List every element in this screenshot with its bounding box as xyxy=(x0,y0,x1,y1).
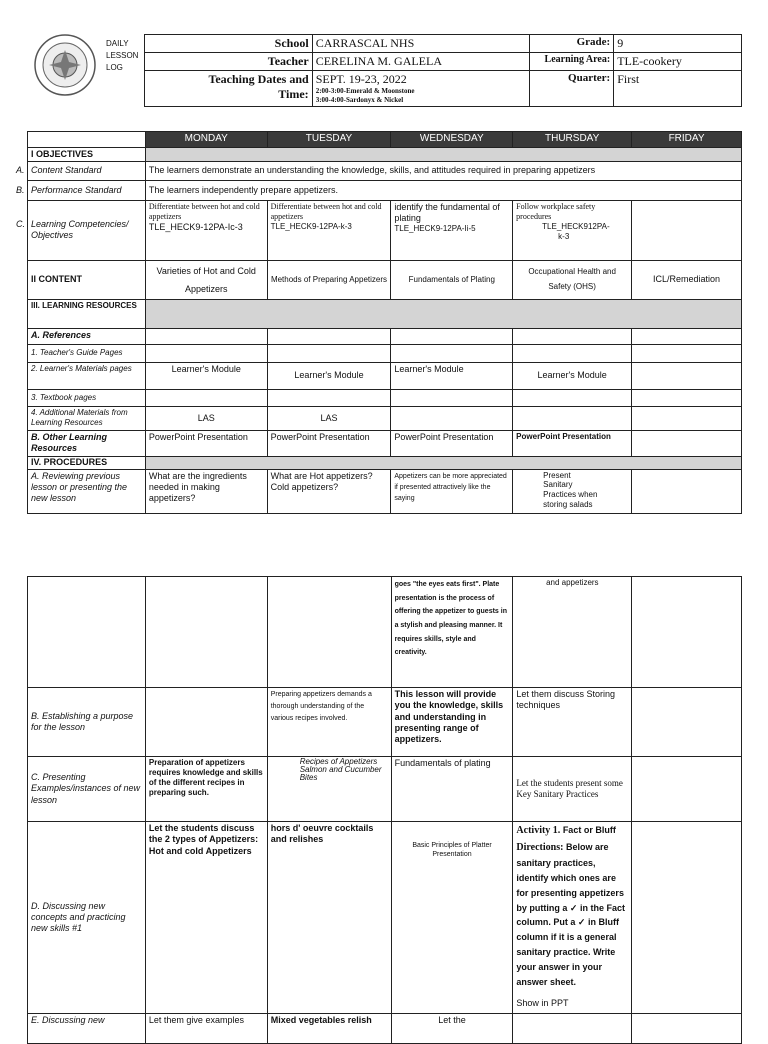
ppt-tuesday: PowerPoint Presentation xyxy=(267,430,391,456)
directions-text: Below are sanitary practices, identify which ones are for presenting appetizers by putting a ✓ in the Fact column. Put a ✓ in Bluff column if it is a general sanitary practice. Write your answer in your answer sheet. xyxy=(516,841,625,987)
ppt-wednesday: PowerPoint Presentation xyxy=(391,430,513,456)
proc-d-label: D. Discussing new concepts and practicing new skills #1 xyxy=(28,822,146,1014)
lm-monday: Learner's Module xyxy=(145,362,267,389)
empty-cell xyxy=(267,389,391,406)
teacher-label: Teacher xyxy=(145,53,313,71)
quarter-label: Quarter: xyxy=(530,71,614,107)
corner-cell xyxy=(28,132,146,148)
log-title-line: DAILY xyxy=(106,39,129,48)
competency-text: Differentiate between hot and cold appetizers xyxy=(148,201,260,221)
empty-cell xyxy=(267,577,391,688)
content-heading: II CONTENT xyxy=(28,260,146,299)
time-line: 2:00-3:00-Emerald & Moonstone xyxy=(315,87,415,95)
header-table xyxy=(144,34,742,107)
procedures-heading: IV. PROCEDURES xyxy=(28,456,146,469)
activity-subtitle: Fact or Bluff xyxy=(560,825,616,835)
proc-a-monday: What are the ingredients needed in making appetizers? xyxy=(145,469,267,513)
learning-area-label: Learning Area: xyxy=(530,53,614,71)
empty-cell xyxy=(632,344,742,362)
proc-a-wednesday: Appetizers can be more appreciated if presented attractively like the saying xyxy=(391,469,513,513)
proc-a-thursday-line: Sanitary xyxy=(543,480,573,490)
empty-cell xyxy=(513,389,632,406)
dates-label xyxy=(145,71,313,107)
teacher-value: CERELINA M. GALELA xyxy=(312,53,530,71)
empty-cell xyxy=(632,389,742,406)
day-monday: MONDAY xyxy=(145,132,267,148)
tg-pages-label: 1. Teacher's Guide Pages xyxy=(28,344,146,362)
proc-b-label: B. Establishing a purpose for the lesson xyxy=(28,688,146,757)
show-in-ppt: Show in PPT xyxy=(516,997,569,1008)
ppt-monday: PowerPoint Presentation xyxy=(145,430,267,456)
proc-c-label: C. Presenting Examples/instances of new lesson xyxy=(28,757,146,822)
empty-cell xyxy=(391,406,513,430)
empty-cell xyxy=(632,1014,742,1044)
empty-cell xyxy=(632,362,742,389)
shaded-cell xyxy=(145,456,741,469)
competency-code: k-3 xyxy=(558,231,570,241)
performance-standard-label: Performance Standard xyxy=(28,180,146,200)
content-thursday: Occupational Health and Safety (OHS) xyxy=(513,260,632,299)
lm-tuesday: Learner's Module xyxy=(267,362,391,389)
textbook-pages-label: 3. Textbook pages xyxy=(28,389,146,406)
proc-c-thursday: Let the students present some Key Sanitary Practices xyxy=(513,757,632,822)
proc-a-thursday xyxy=(513,469,632,513)
proc-e-wednesday: Let the xyxy=(391,1014,513,1044)
competency-text: identify the fundamental of plating xyxy=(394,201,500,223)
school-value: CARRASCAL NHS xyxy=(312,35,530,53)
row-letter: B. xyxy=(16,185,25,195)
lesson-table-page-2 xyxy=(27,576,742,1044)
school-label: School xyxy=(145,35,313,53)
proc-b-tuesday: Preparing appetizers demands a thorough understanding of the various recipes involved. xyxy=(267,688,391,757)
empty-cell xyxy=(632,757,742,822)
empty-cell xyxy=(145,344,267,362)
proc-a-tuesday: What are Hot appetizers? Cold appetizers? xyxy=(267,469,391,513)
empty-cell xyxy=(513,344,632,362)
dates-label-line: Time: xyxy=(278,87,309,101)
day-tuesday: TUESDAY xyxy=(267,132,391,148)
proc-c-monday: Preparation of appetizers requires knowledge and skills of the different recipes in preparing such. xyxy=(145,757,267,822)
resources-heading: III. LEARNING RESOURCES xyxy=(28,299,146,328)
proc-a-thursday-cont: and appetizers xyxy=(513,577,632,688)
proc-b-wednesday: This lesson will provide you the knowledge, skills and understanding in presenting range of appetizers. xyxy=(391,688,513,757)
proc-a-label: A. Reviewing previous lesson or presenting the new lesson xyxy=(28,469,146,513)
proc-d-thursday xyxy=(513,822,632,1014)
empty-cell xyxy=(632,430,742,456)
directions-label: Directions: xyxy=(516,841,564,853)
empty-cell xyxy=(391,328,513,344)
empty-cell xyxy=(632,328,742,344)
proc-c-tuesday: Recipes of Appetizers Salmon and Cucumber Bites xyxy=(267,757,391,822)
proc-d-wednesday: Basic Principles of Platter Presentation xyxy=(391,822,513,1014)
content-wednesday: Fundamentals of Plating xyxy=(391,260,513,299)
shaded-cell xyxy=(145,299,741,328)
proc-a-thursday-line: Present xyxy=(543,470,571,480)
time-line: 3:00-4:00-Sardonyx & Nickel xyxy=(315,95,404,104)
empty-cell xyxy=(513,406,632,430)
proc-e-label: E. Discussing new xyxy=(28,1014,146,1044)
empty-cell xyxy=(267,344,391,362)
empty-cell xyxy=(145,389,267,406)
log-title xyxy=(106,38,138,74)
las-monday: LAS xyxy=(145,406,267,430)
competency-thursday xyxy=(513,200,632,260)
ppt-thursday: PowerPoint Presentation xyxy=(513,430,632,456)
proc-a-wednesday-cont: goes "the eyes eats first". Plate presentation is the process of offering the appetizer to guests in a stylish and pleasing manner. It requires skills, style and creativity. xyxy=(391,577,513,688)
competency-code: TLE_HECK9-12PA-k-3 xyxy=(270,221,352,231)
las-tuesday: LAS xyxy=(267,406,391,430)
empty-cell xyxy=(391,389,513,406)
proc-a-thursday-line: Practices when xyxy=(543,489,598,499)
competency-tuesday xyxy=(267,200,391,260)
empty-cell xyxy=(632,688,742,757)
additional-materials-label: 4. Additional Materials from Learning Resources xyxy=(28,406,146,430)
proc-b-thursday: Let them discuss Storing techniques xyxy=(513,688,632,757)
competency-code: TLE_HECK912PA- xyxy=(542,221,610,231)
empty-cell xyxy=(513,1014,632,1044)
empty-cell xyxy=(145,577,267,688)
objectives-heading: I OBJECTIVES xyxy=(28,147,146,161)
empty-cell xyxy=(28,577,146,688)
competency-monday xyxy=(145,200,267,260)
references-heading: A. References xyxy=(28,328,146,344)
proc-a-thursday-line: storing salads xyxy=(543,499,593,509)
quarter-value: First xyxy=(614,71,742,107)
row-letter: A. xyxy=(16,165,25,175)
day-thursday: THURSDAY xyxy=(513,132,632,148)
empty-cell xyxy=(632,577,742,688)
empty-cell xyxy=(267,328,391,344)
lm-thursday: Learner's Module xyxy=(513,362,632,389)
log-title-line: LESSON xyxy=(106,51,139,60)
dates-range: SEPT. 19-23, 2022 xyxy=(315,72,407,86)
dates-label-line: Teaching Dates and xyxy=(208,72,309,86)
competency-code: TLE_HECK9-12PA-Ic-3 xyxy=(148,221,243,232)
content-tuesday: Methods of Preparing Appetizers xyxy=(267,260,391,299)
day-wednesday: WEDNESDAY xyxy=(391,132,513,148)
competency-code: TLE_HECK9-12PA-Ii-5 xyxy=(394,224,476,234)
learning-area-value: TLE-cookery xyxy=(614,53,742,71)
empty-cell xyxy=(145,328,267,344)
proc-e-tuesday: Mixed vegetables relish xyxy=(267,1014,391,1044)
content-friday: ICL/Remediation xyxy=(632,260,742,299)
other-resources-label: B. Other Learning Resources xyxy=(28,430,146,456)
log-title-line: LOG xyxy=(106,63,123,72)
grade-label: Grade: xyxy=(530,35,614,53)
lm-wednesday: Learner's Module xyxy=(391,362,513,389)
content-standard-label: Content Standard xyxy=(28,161,146,180)
proc-d-monday: Let the students discuss the 2 types of Appetizers: Hot and cold Appetizers xyxy=(145,822,267,1014)
empty-cell xyxy=(632,822,742,1014)
empty-cell xyxy=(391,344,513,362)
row-letter: C. xyxy=(16,219,25,229)
proc-e-monday: Let them give examples xyxy=(145,1014,267,1044)
dates-value xyxy=(312,71,530,107)
proc-d-tuesday: hors d' oeuvre cocktails and relishes xyxy=(267,822,391,1014)
day-friday: FRIDAY xyxy=(632,132,742,148)
deped-seal-logo xyxy=(34,34,96,96)
competency-wednesday xyxy=(391,200,513,260)
performance-standard-text: The learners independently prepare appetizers. xyxy=(145,180,741,200)
empty-cell xyxy=(632,469,742,513)
empty-cell xyxy=(145,688,267,757)
competency-friday xyxy=(632,200,742,260)
lesson-table-page-1 xyxy=(27,131,742,514)
grade-value: 9 xyxy=(614,35,742,53)
empty-cell xyxy=(632,406,742,430)
activity-title: Activity 1. xyxy=(516,825,561,836)
proc-c-wednesday: Fundamentals of plating xyxy=(391,757,513,822)
empty-cell xyxy=(513,328,632,344)
competency-text: Follow workplace safety procedures xyxy=(516,201,596,221)
shaded-cell xyxy=(145,147,741,161)
content-standard-text: The learners demonstrate an understanding the knowledge, skills, and attitudes required in preparing appetizers xyxy=(145,161,741,180)
content-monday: Varieties of Hot and Cold Appetizers xyxy=(145,260,267,299)
competency-text: Differentiate between hot and cold appetizers xyxy=(270,201,382,221)
competencies-label: Learning Competencies/ Objectives xyxy=(28,200,146,260)
lm-pages-label: 2. Learner's Materials pages xyxy=(28,362,146,389)
